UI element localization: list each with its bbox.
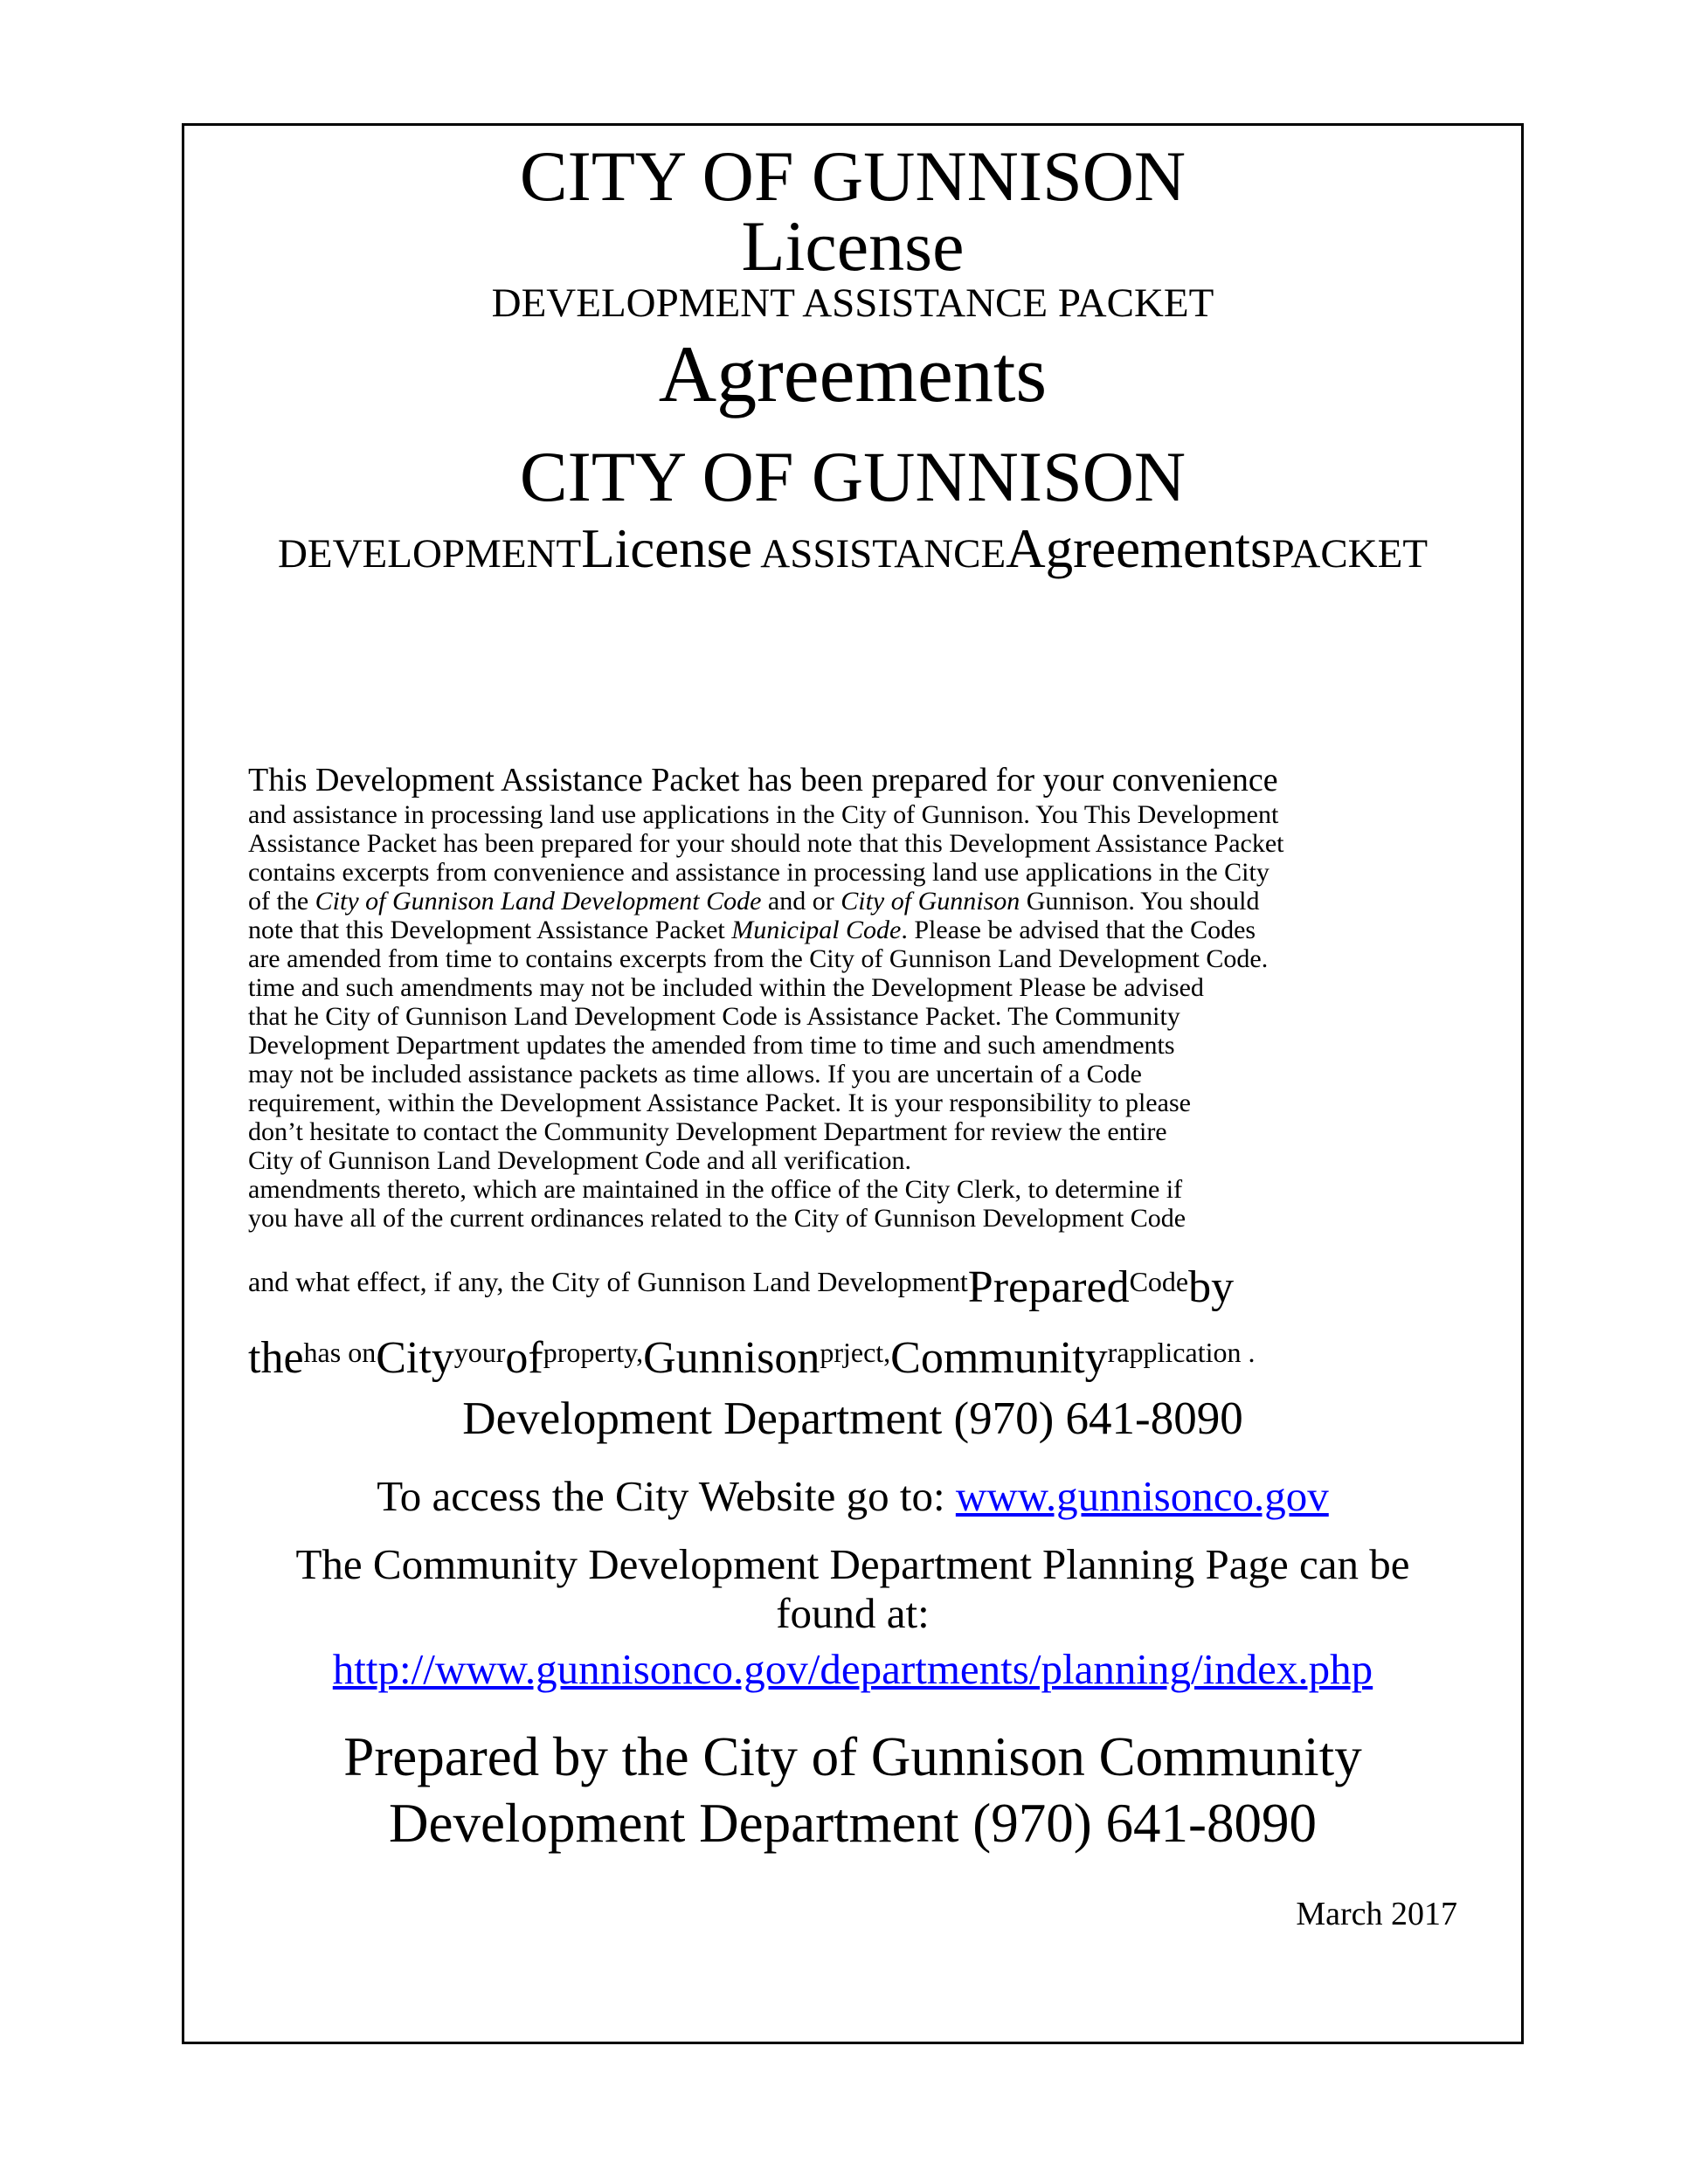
paragraph-line	[248, 1146, 1457, 1175]
intro-paragraph-lines	[248, 800, 1457, 1233]
paragraph-line	[248, 858, 1457, 887]
text-segment: Gunnison	[643, 1333, 820, 1383]
website-line	[248, 1472, 1457, 1521]
text-segment: are amended from time to contains excerpts from the City of Gunnison Land Development Code.	[248, 944, 1269, 973]
document-date: March 2017	[1296, 1896, 1457, 1932]
paragraph-line	[248, 1175, 1457, 1204]
text-segment: and or	[761, 887, 841, 916]
paragraph-line	[248, 916, 1457, 944]
text-segment: Community	[890, 1333, 1108, 1383]
subtitle-development-assistance-packet: DEVELOPMENT ASSISTANCE PACKET	[491, 280, 1214, 326]
page-content	[184, 136, 1521, 1933]
planning-page-line-1: The Community Development Department Planning Page can be	[295, 1540, 1410, 1588]
text-segment: Prepared	[967, 1262, 1130, 1312]
page-border-frame	[182, 123, 1524, 2044]
paragraph-line	[248, 829, 1457, 858]
paragraph-line	[248, 944, 1457, 973]
prepared-by-line-1: Prepared by the City of Gunnison Community	[343, 1726, 1362, 1787]
text-segment: property,	[543, 1337, 644, 1368]
text-segment: prject,	[820, 1337, 891, 1368]
intro-lead-line: This Development Assistance Packet has been prepared for your convenience	[248, 762, 1278, 798]
text-segment: City	[376, 1333, 454, 1383]
city-website-link[interactable]: www.gunnisonco.gov	[955, 1472, 1329, 1520]
text-segment: don’t hesitate to contact the Community Development Department for review the entire	[248, 1117, 1167, 1146]
paragraph-line	[248, 1204, 1457, 1233]
text-segment: City of Gunnison Land Development Code and all verification.	[248, 1146, 911, 1175]
text-segment: City of Gunnison	[841, 887, 1020, 916]
text-segment: and what effect, if any, the City of Gunnison Land Development	[248, 1266, 968, 1297]
text-segment: your	[453, 1337, 506, 1368]
text-segment: License	[581, 518, 753, 579]
paragraph-line	[248, 1117, 1457, 1146]
text-segment: ASSISTANCE	[752, 531, 1007, 577]
department-phone-line: Development Department (970) 641-8090	[462, 1393, 1243, 1444]
paragraph-line	[248, 800, 1457, 829]
intro-paragraph	[248, 760, 1457, 1233]
overlapping-text-line-1	[248, 1255, 1457, 1314]
paragraph-line	[248, 1002, 1457, 1031]
text-segment: Gunnison. You should	[1020, 887, 1260, 916]
text-segment: Code	[1129, 1266, 1189, 1297]
text-segment: of	[505, 1333, 543, 1383]
title-mixed-development-license-line	[248, 517, 1457, 585]
planning-link-line	[248, 1645, 1457, 1694]
text-segment: amendments thereto, which are maintained in the office of the City Clerk, to determine if	[248, 1175, 1183, 1204]
title-city-of-gunnison-1: CITY OF GUNNISON	[519, 136, 1186, 216]
overlapping-text-line-2	[248, 1326, 1457, 1385]
text-segment: and assistance in processing land use applications in the City of Gunnison. You This Development	[248, 800, 1279, 829]
title-agreements: Agreements	[658, 329, 1048, 418]
text-segment: Development Department updates the amended from time to time and such amendments	[248, 1031, 1175, 1060]
paragraph-line	[248, 1031, 1457, 1060]
text-segment: PACKET	[1271, 531, 1429, 577]
text-segment: requirement, within the Development Assistance Packet. It is your responsibility to please	[248, 1089, 1191, 1117]
title-city-of-gunnison-2: CITY OF GUNNISON	[519, 437, 1186, 516]
text-segment: time and such amendments may not be included within the Development Please be advised	[248, 973, 1204, 1002]
paragraph-line	[248, 973, 1457, 1002]
title-license: License	[741, 206, 965, 286]
text-segment: you have all of the current ordinances related to the City of Gunnison Development Code	[248, 1204, 1186, 1233]
text-segment: . Please be advised that the Codes	[901, 916, 1256, 944]
prepared-by-line-2: Development Department (970) 641-8090	[389, 1793, 1317, 1854]
text-segment: City of Gunnison Land Development Code	[315, 887, 762, 916]
text-segment: the	[248, 1333, 304, 1383]
website-line-label: To access the City Website go to:	[377, 1472, 956, 1520]
text-segment: contains excerpts from convenience and assistance in processing land use applications in the City	[248, 858, 1269, 887]
planning-page-link[interactable]: http://www.gunnisonco.gov/departments/planning/index.php	[332, 1645, 1373, 1693]
text-segment: Agreements	[1006, 518, 1272, 579]
paragraph-line	[248, 887, 1457, 916]
text-segment: of the	[248, 887, 315, 916]
text-segment: has on	[303, 1337, 377, 1368]
paragraph-line	[248, 1089, 1457, 1117]
text-segment: Assistance Packet has been prepared for your should note that this Development Assistance Packet	[248, 829, 1284, 858]
text-segment: note that this Development Assistance Packet	[248, 916, 732, 944]
text-segment: DEVELOPMENT	[277, 531, 582, 577]
text-segment: rapplication .	[1107, 1337, 1256, 1368]
text-segment: may not be included assistance packets as time allows. If you are uncertain of a Code	[248, 1060, 1142, 1089]
text-segment: by	[1188, 1262, 1235, 1312]
planning-page-line-2: found at:	[776, 1589, 930, 1637]
text-segment: that he City of Gunnison Land Development Code is Assistance Packet. The Community	[248, 1002, 1180, 1031]
paragraph-line	[248, 1060, 1457, 1089]
text-segment: Municipal Code	[731, 916, 902, 944]
